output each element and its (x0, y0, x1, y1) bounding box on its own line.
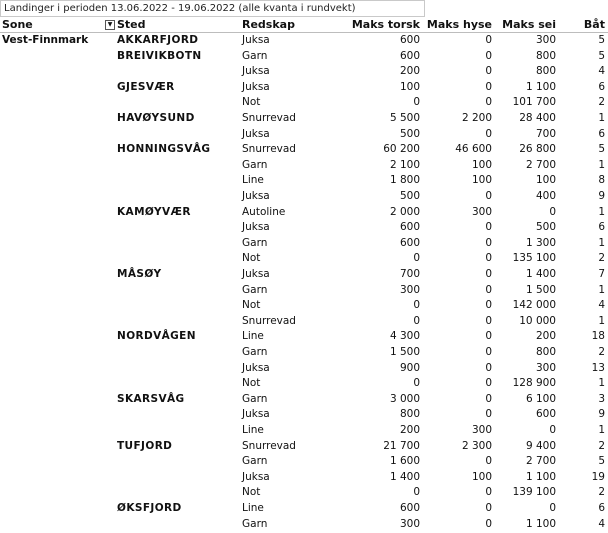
cell-redskap: Juksa (242, 361, 270, 374)
cell-maks-sei: 800 (535, 49, 556, 62)
cell-maks-hyse: 0 (485, 486, 492, 499)
cell-redskap: Not (242, 96, 261, 109)
cell-maks-torsk: 1 800 (389, 174, 420, 187)
table-row (0, 454, 608, 470)
cell-baat: 2 (598, 96, 605, 109)
cell-maks-hyse: 0 (485, 236, 492, 249)
cell-maks-torsk: 21 700 (383, 439, 420, 452)
cell-baat: 2 (598, 439, 605, 452)
table-row (0, 485, 608, 501)
cell-maks-torsk: 1 400 (389, 470, 420, 483)
table-row (0, 236, 608, 252)
cell-redskap: Garn (242, 236, 268, 249)
table-row (0, 517, 608, 533)
cell-maks-hyse: 0 (485, 49, 492, 62)
cell-redskap: Juksa (242, 80, 270, 93)
cell-maks-sei: 135 100 (512, 252, 556, 265)
cell-redskap: Snurrevad (242, 439, 296, 452)
table-row (0, 251, 608, 267)
cell-maks-torsk: 1 600 (389, 455, 420, 468)
cell-baat: 5 (598, 143, 605, 156)
cell-maks-sei: 800 (535, 65, 556, 78)
header-baat[interactable]: Båt (583, 18, 605, 31)
cell-maks-hyse: 100 (471, 174, 492, 187)
cell-maks-hyse: 0 (485, 80, 492, 93)
cell-maks-hyse: 0 (485, 392, 492, 405)
cell-baat: 8 (598, 174, 605, 187)
cell-redskap: Line (242, 174, 264, 187)
cell-baat: 1 (598, 236, 605, 249)
cell-redskap: Not (242, 486, 261, 499)
cell-maks-hyse: 100 (471, 470, 492, 483)
cell-redskap: Juksa (242, 190, 270, 202)
cell-maks-torsk: 0 (413, 96, 420, 109)
table-row (0, 142, 608, 158)
table-row (0, 33, 608, 49)
cell-baat: 2 (598, 486, 605, 499)
cell-maks-sei: 10 000 (519, 314, 556, 327)
cell-baat: 9 (598, 408, 605, 421)
cell-baat: 4 (598, 517, 605, 530)
cell-maks-sei: 128 900 (512, 377, 556, 390)
cell-maks-hyse: 2 200 (461, 112, 492, 124)
cell-maks-sei: 139 100 (512, 486, 556, 499)
cell-maks-torsk: 900 (399, 361, 420, 374)
cell-maks-sei: 400 (535, 190, 556, 202)
cell-sted: HAVØYSUND (117, 112, 195, 124)
cell-maks-hyse: 0 (485, 283, 492, 296)
cell-maks-torsk: 0 (413, 252, 420, 265)
cell-maks-sei: 0 (549, 205, 556, 218)
cell-baat: 1 (598, 158, 605, 171)
cell-maks-sei: 700 (535, 127, 556, 140)
cell-baat: 6 (598, 502, 605, 514)
cell-sted: HONNINGSVÅG (117, 143, 211, 156)
cell-maks-torsk: 100 (399, 80, 420, 93)
table-row (0, 64, 608, 80)
table-row (0, 127, 608, 143)
cell-maks-torsk: 2 100 (389, 158, 420, 171)
header-maks-torsk[interactable]: Maks torsk (351, 18, 420, 31)
cell-redskap: Line (242, 502, 264, 514)
cell-maks-torsk: 600 (399, 236, 420, 249)
cell-maks-sei: 600 (535, 408, 556, 421)
cell-maks-sei: 6 100 (525, 392, 556, 405)
cell-redskap: Garn (242, 283, 268, 296)
cell-maks-torsk: 3 000 (389, 392, 420, 405)
cell-maks-torsk: 5 500 (389, 112, 420, 124)
cell-maks-hyse: 0 (485, 517, 492, 530)
cell-sted: BREIVIKBOTN (117, 49, 202, 62)
cell-redskap: Juksa (242, 470, 270, 483)
cell-maks-hyse: 46 600 (455, 143, 492, 156)
cell-maks-sei: 2 700 (525, 455, 556, 468)
table-row (0, 501, 608, 517)
cell-maks-torsk: 0 (413, 314, 420, 327)
cell-baat: 2 (598, 346, 605, 358)
cell-maks-sei: 0 (549, 424, 556, 436)
table-row (0, 361, 608, 377)
cell-maks-hyse: 0 (485, 361, 492, 374)
table-row (0, 314, 608, 330)
cell-maks-sei: 100 (535, 174, 556, 187)
cell-baat: 19 (591, 470, 605, 483)
cell-maks-hyse: 100 (471, 158, 492, 171)
table-header (0, 17, 608, 33)
cell-maks-sei: 1 100 (525, 517, 556, 530)
table-row (0, 283, 608, 299)
cell-maks-torsk: 0 (413, 377, 420, 390)
cell-sted: KAMØYVÆR (117, 205, 191, 218)
cell-baat: 7 (598, 268, 605, 280)
cell-maks-hyse: 2 300 (461, 439, 492, 452)
table-row (0, 345, 608, 361)
table-row (0, 111, 608, 127)
cell-maks-hyse: 0 (485, 34, 492, 46)
cell-maks-hyse: 0 (485, 190, 492, 202)
cell-redskap: Garn (242, 517, 268, 530)
cell-maks-torsk: 1 500 (389, 346, 420, 358)
cell-maks-torsk: 600 (399, 221, 420, 234)
cell-baat: 5 (598, 49, 605, 62)
cell-maks-sei: 101 700 (512, 96, 556, 109)
cell-maks-hyse: 0 (485, 455, 492, 468)
cell-maks-hyse: 0 (485, 221, 492, 234)
cell-maks-torsk: 300 (399, 517, 420, 530)
table-row (0, 423, 608, 439)
cell-maks-sei: 500 (535, 221, 556, 234)
cell-baat: 6 (598, 127, 605, 140)
table-row (0, 95, 608, 111)
cell-maks-torsk: 600 (399, 49, 420, 62)
cell-redskap: Line (242, 330, 264, 343)
cell-baat: 13 (591, 361, 605, 374)
cell-baat: 6 (598, 80, 605, 93)
cell-maks-sei: 9 400 (525, 439, 556, 452)
cell-baat: 3 (598, 392, 605, 405)
table-row (0, 329, 608, 345)
table-row (0, 392, 608, 408)
cell-baat: 5 (598, 34, 605, 46)
cell-redskap: Line (242, 424, 264, 436)
cell-redskap: Garn (242, 158, 268, 171)
cell-maks-torsk: 600 (399, 34, 420, 46)
cell-redskap: Garn (242, 346, 268, 358)
cell-sted: ØKSFJORD (117, 502, 182, 514)
cell-maks-hyse: 0 (485, 252, 492, 265)
header-sted[interactable]: Sted (117, 18, 146, 31)
table-row (0, 470, 608, 486)
cell-baat: 1 (598, 112, 605, 124)
table-row (0, 158, 608, 174)
cell-sted: MÅSØY (117, 268, 162, 280)
cell-baat: 2 (598, 252, 605, 265)
cell-baat: 1 (598, 377, 605, 390)
cell-redskap: Juksa (242, 221, 270, 234)
cell-redskap: Juksa (242, 65, 270, 78)
cell-maks-hyse: 0 (485, 268, 492, 280)
cell-baat: 1 (598, 205, 605, 218)
header-sone[interactable]: Sone (2, 18, 33, 31)
cell-maks-torsk: 800 (399, 408, 420, 421)
cell-maks-torsk: 2 000 (389, 205, 420, 218)
header-maks-hyse[interactable]: Maks hyse (426, 18, 492, 31)
cell-baat: 4 (598, 65, 605, 78)
cell-maks-torsk: 0 (413, 486, 420, 499)
table-row (0, 376, 608, 392)
cell-maks-sei: 1 400 (525, 268, 556, 280)
cell-baat: 5 (598, 455, 605, 468)
cell-maks-sei: 28 400 (519, 112, 556, 124)
cell-maks-torsk: 600 (399, 502, 420, 514)
cell-redskap: Juksa (242, 268, 270, 280)
cell-sted: GJESVÆR (117, 80, 175, 93)
header-maks-sei[interactable]: Maks sei (502, 18, 556, 31)
cell-baat: 1 (598, 283, 605, 296)
report-caption: Landinger i perioden 13.06.2022 - 19.06.2022 (alle kvanta i rundvekt) (0, 0, 425, 17)
table-row (0, 220, 608, 236)
cell-maks-hyse: 300 (471, 205, 492, 218)
table-row (0, 189, 608, 205)
cell-maks-torsk: 300 (399, 283, 420, 296)
cell-maks-sei: 142 000 (512, 299, 556, 312)
cell-redskap: Garn (242, 392, 268, 405)
cell-maks-torsk: 500 (399, 127, 420, 140)
cell-baat: 1 (598, 424, 605, 436)
cell-maks-sei: 300 (535, 34, 556, 46)
cell-maks-torsk: 700 (399, 268, 420, 280)
cell-maks-hyse: 0 (485, 299, 492, 312)
cell-baat: 18 (591, 330, 605, 343)
cell-redskap: Not (242, 299, 261, 312)
cell-redskap: Garn (242, 49, 268, 62)
cell-redskap: Garn (242, 455, 268, 468)
cell-baat: 6 (598, 221, 605, 234)
cell-redskap: Juksa (242, 127, 270, 140)
cell-baat: 4 (598, 299, 605, 312)
cell-maks-hyse: 0 (485, 408, 492, 421)
cell-maks-hyse: 0 (485, 330, 492, 343)
cell-baat: 9 (598, 190, 605, 202)
cell-maks-hyse: 0 (485, 96, 492, 109)
cell-maks-sei: 1 100 (525, 80, 556, 93)
filter-icon[interactable]: ▼ (105, 20, 115, 30)
cell-redskap: Juksa (242, 34, 270, 46)
cell-redskap: Juksa (242, 408, 270, 421)
table-row (0, 298, 608, 314)
header-redskap[interactable]: Redskap (242, 18, 295, 31)
cell-maks-hyse: 0 (485, 502, 492, 514)
cell-redskap: Snurrevad (242, 143, 296, 156)
cell-maks-sei: 1 300 (525, 236, 556, 249)
table-row (0, 80, 608, 96)
cell-maks-hyse: 0 (485, 377, 492, 390)
table-row (0, 407, 608, 423)
table-row (0, 439, 608, 455)
cell-maks-sei: 26 800 (519, 143, 556, 156)
cell-sted: AKKARFJORD (117, 34, 199, 46)
cell-maks-sei: 800 (535, 346, 556, 358)
cell-sone: Vest-Finnmark (2, 34, 89, 46)
cell-maks-sei: 200 (535, 330, 556, 343)
cell-maks-torsk: 200 (399, 65, 420, 78)
cell-redskap: Snurrevad (242, 112, 296, 124)
cell-maks-hyse: 0 (485, 127, 492, 140)
cell-sted: SKARSVÅG (117, 392, 185, 405)
cell-redskap: Not (242, 252, 261, 265)
cell-maks-torsk: 500 (399, 190, 420, 202)
cell-maks-sei: 2 700 (525, 158, 556, 171)
table-row (0, 173, 608, 189)
cell-maks-sei: 300 (535, 361, 556, 374)
cell-maks-sei: 1 500 (525, 283, 556, 296)
cell-baat: 1 (598, 314, 605, 327)
cell-sted: NORDVÅGEN (117, 330, 196, 343)
cell-maks-torsk: 0 (413, 299, 420, 312)
table-row (0, 267, 608, 283)
table-row (0, 205, 608, 221)
cell-redskap: Snurrevad (242, 314, 296, 327)
cell-maks-hyse: 0 (485, 314, 492, 327)
cell-maks-hyse: 0 (485, 65, 492, 78)
cell-maks-torsk: 200 (399, 424, 420, 436)
cell-sted: TUFJORD (117, 439, 173, 452)
cell-maks-sei: 0 (549, 502, 556, 514)
table-row (0, 49, 608, 65)
cell-redskap: Not (242, 377, 261, 390)
cell-maks-torsk: 4 300 (389, 330, 420, 343)
cell-maks-sei: 1 100 (525, 470, 556, 483)
cell-maks-torsk: 60 200 (383, 143, 420, 156)
cell-maks-hyse: 0 (485, 346, 492, 358)
cell-maks-hyse: 300 (471, 424, 492, 436)
cell-redskap: Autoline (242, 205, 286, 218)
